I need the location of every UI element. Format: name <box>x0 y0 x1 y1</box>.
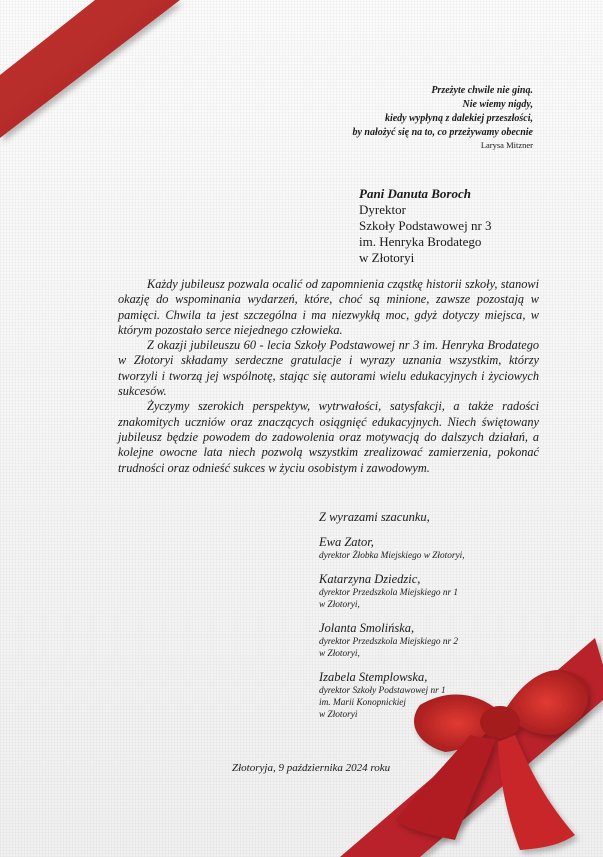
closing-greeting: Z wyrazami szacunku, <box>319 510 430 524</box>
motto-author: Larysa Mitzner <box>480 140 533 150</box>
letter-body <box>118 277 539 476</box>
addressee-name: Pani Danuta Boroch <box>359 186 471 201</box>
body-paragraph: Życzymy szerokich perspektyw, wytrwałości, satysfakcji, a także radości znakomitych uczniów oraz znaczących osiągnięć edukacyjnych. Niech świętowany jubileusz będzie powodem do zadowolenia oraz motywacją do dalszych działań, a kolejne owocne lata niech pozwolą wszystkim zrealizować zamierzenia, pokonać trudności oraz odnieść sukces w życiu osobistym i zawodowym. <box>118 399 539 475</box>
signatory-name: Ewa Zator, <box>319 535 374 549</box>
body-paragraph: Z okazji jubileuszu 60 - lecia Szkoły Podstawowej nr 3 im. Henryka Brodatego w Złotoryi składamy serdeczne gratulacje i wyrazy uznania wszystkim, którzy tworzyli i tworzą jej wspólnotę, stając się autorami wielu edukacyjnych i życiowych sukcesów. <box>118 338 539 399</box>
signatory-role: dyrektor Żłobka Miejskiego w Złotoryi, <box>319 551 465 561</box>
signatory-role: dyrektor Przedszkola Miejskiego nr 1 <box>319 588 459 598</box>
signatory <box>319 534 465 562</box>
motto-line: kiedy wypłyną z dalekiej przeszłości, <box>384 113 533 124</box>
signatory-role: w Złotoryi, <box>319 649 360 659</box>
signatory <box>319 571 465 611</box>
signatory-role: dyrektor Przedszkola Miejskiego nr 2 <box>319 637 459 647</box>
signatory-role: im. Marii Konopnickiej <box>319 698 407 708</box>
motto-line: Przeżyte chwile nie giną. <box>431 85 533 96</box>
addressee-line: im. Henryka Brodatego <box>359 234 482 249</box>
signatory <box>319 620 465 660</box>
dateline: Złotoryja, 9 października 2024 roku <box>232 762 391 774</box>
motto-line: Nie wiemy nigdy, <box>462 99 533 110</box>
body-paragraph: Każdy jubileusz pozwala ocalić od zapomnienia cząstkę historii szkoły, stanowi okazję do wspominania wydarzeń, które, choć są minione, zawsze pozostają w pamięci. Chwila ta jest szczególna i ma niezwykłą moc, gdyż dotyczy miejsca, w którym pozostało serce niejednego człowieka. <box>118 277 539 337</box>
motto-line: by nałożyć się na to, co przeżywamy obecnie <box>352 127 533 138</box>
signatory-role: w Złotoryi, <box>319 600 360 610</box>
signatory-name: Jolanta Smolińska, <box>319 621 415 635</box>
addressee-line: w Złotoryi <box>359 250 415 265</box>
signatory-name: Izabela Stemplowska, <box>319 670 428 684</box>
motto-quote <box>352 84 533 151</box>
addressee-block <box>359 186 492 266</box>
addressee-line: Szkoły Podstawowej nr 3 <box>359 218 492 233</box>
signatory-name: Katarzyna Dziedzic, <box>319 572 421 586</box>
ribbon-top-left <box>0 0 180 138</box>
addressee-line: Dyrektor <box>359 202 406 217</box>
signatory-role: w Złotoryi <box>319 710 358 720</box>
signatory <box>319 669 465 721</box>
closing-block <box>319 509 465 730</box>
signatory-role: dyrektor Szkoły Podstawowej nr 1 <box>319 686 446 696</box>
